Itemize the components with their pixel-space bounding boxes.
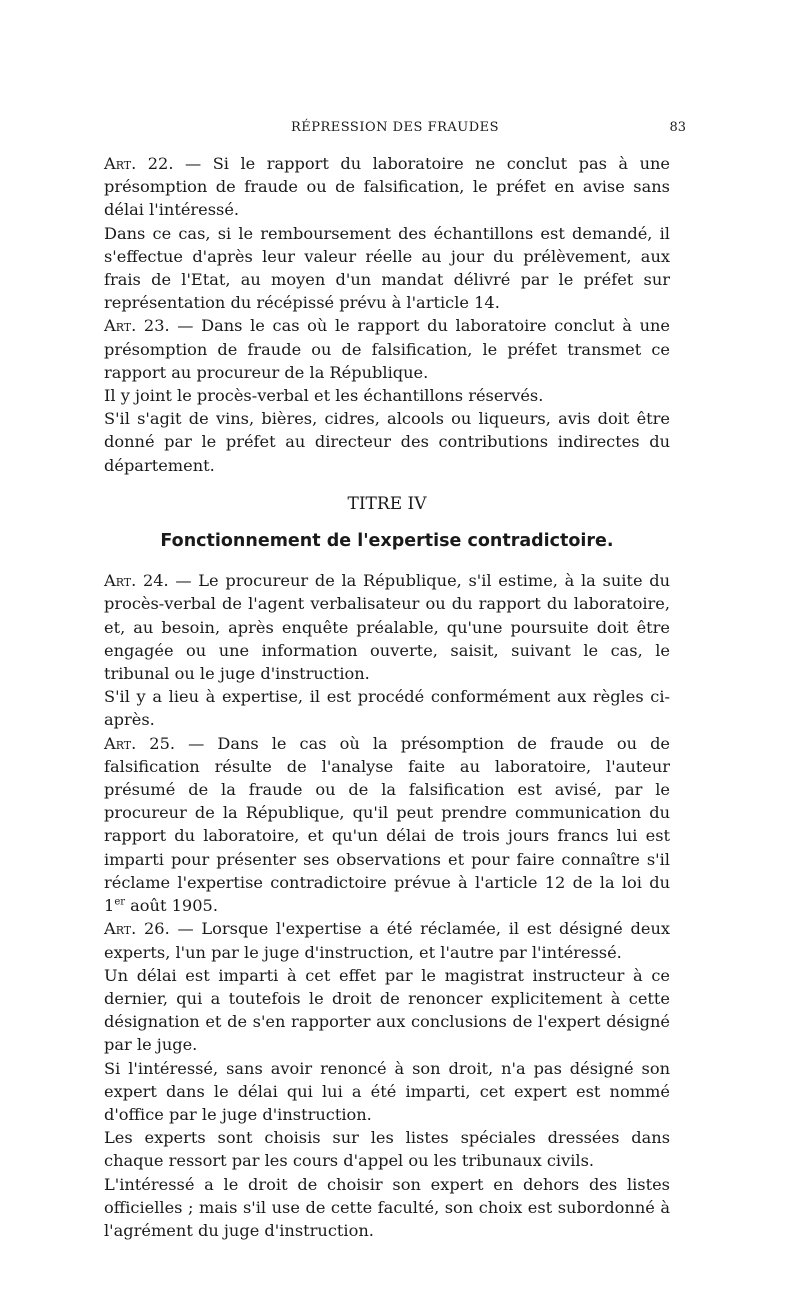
article-text: — Dans le cas où le rapport du laboratoire conclut à une présomption de fraude ou de falsification, le préfet transmet ce rapport au procureur de la République. — [104, 316, 670, 382]
article-label: Art. 24. — [104, 571, 169, 591]
running-head — [104, 120, 686, 142]
superscript: er — [114, 896, 126, 908]
paragraph: Un délai est imparti à cet effet par le magistrat instructeur à ce dernier, qui a toutefois le droit de renoncer explicitement à cette désignation et de s'en rapporter aux conclusions de l'expert désigné par le juge. — [104, 965, 670, 1055]
paragraph: Il y joint le procès-verbal et les échantillons réservés. — [104, 386, 544, 406]
article-text: — Si le rapport du laboratoire ne conclut pas à une présomption de fraude ou de falsification, le préfet en avise sans délai l'intéressé. — [104, 154, 671, 220]
article-text: — Dans le cas où la présomption de fraude ou de falsification résulte de l'analyse faite au laboratoire, l'auteur présumé de la fraude ou de la falsification est avisé, par le procureur de la République, qu'il peut prendre communication du rapport du laboratoire, et qu'un délai de trois jours francs lui est imparti pour présenter ses observations et pour faire connaître s'il réclame l'expertise contradictoire prévue à l'article 12 de la loi du 1 — [104, 733, 671, 916]
paragraph: Si l'intéressé, sans avoir renoncé à son droit, n'a pas désigné son expert dans le délai qui lui a été imparti, cet expert est nommé d'office par le juge d'instruction. — [104, 1058, 670, 1124]
body-text — [104, 152, 670, 1242]
article-label: Art. 23. — [104, 316, 170, 336]
paragraph: L'intéressé a le droit de choisir son expert en dehors des listes officielles ; mais s'il use de cette faculté, son choix est subordonné à l'agrément du juge d'instruction. — [104, 1174, 670, 1240]
article-23 — [104, 314, 670, 384]
article-22 — [104, 152, 670, 222]
paragraph: Les experts sont choisis sur les listes spéciales dressées dans chaque ressort par les cours d'appel ou les tribunaux civils. — [104, 1128, 670, 1171]
article-text: — Lorsque l'expertise a été réclamée, il est désigné deux experts, l'un par le juge d'instruction, et l'autre par l'intéressé. — [104, 919, 670, 962]
article-25 — [104, 732, 670, 918]
section-title: TITRE IV — [347, 493, 427, 514]
paragraph: S'il s'agit de vins, bières, cidres, alcools ou liqueurs, avis doit être donné par le préfet au directeur des contributions indirectes du département. — [104, 409, 670, 475]
paragraph: Dans ce cas, si le remboursement des échantillons est demandé, il s'effectue d'après leur valeur réelle au jour du prélèvement, aux frais de l'Etat, au moyen d'un mandat délivré par le préfet sur représentation du récépissé prévu à l'article 14. — [104, 223, 670, 313]
article-26 — [104, 917, 670, 963]
article-24 — [104, 569, 670, 685]
running-title: RÉPRESSION DES FRAUDES — [290, 120, 500, 135]
paragraph: S'il y a lieu à expertise, il est procédé conformément aux règles ci-après. — [104, 687, 670, 730]
article-label: Art. 22. — [104, 154, 174, 173]
article-text-end: août 1905. — [125, 896, 218, 916]
article-label: Art. 25. — [104, 733, 176, 753]
section-heading: Fonctionnement de l'expertise contradictoire. — [160, 531, 614, 552]
page-number: 83 — [669, 120, 686, 135]
article-label: Art. 26. — [104, 919, 170, 939]
article-text: — Le procureur de la République, s'il estime, à la suite du procès-verbal de l'agent verbalisateur ou du rapport du laboratoire, et, au besoin, après enquête préalable, qu'une poursuite doit être engagée ou une information ouverte, saisit, suivant le cas, le tribunal ou le juge d'instruction. — [104, 571, 671, 684]
